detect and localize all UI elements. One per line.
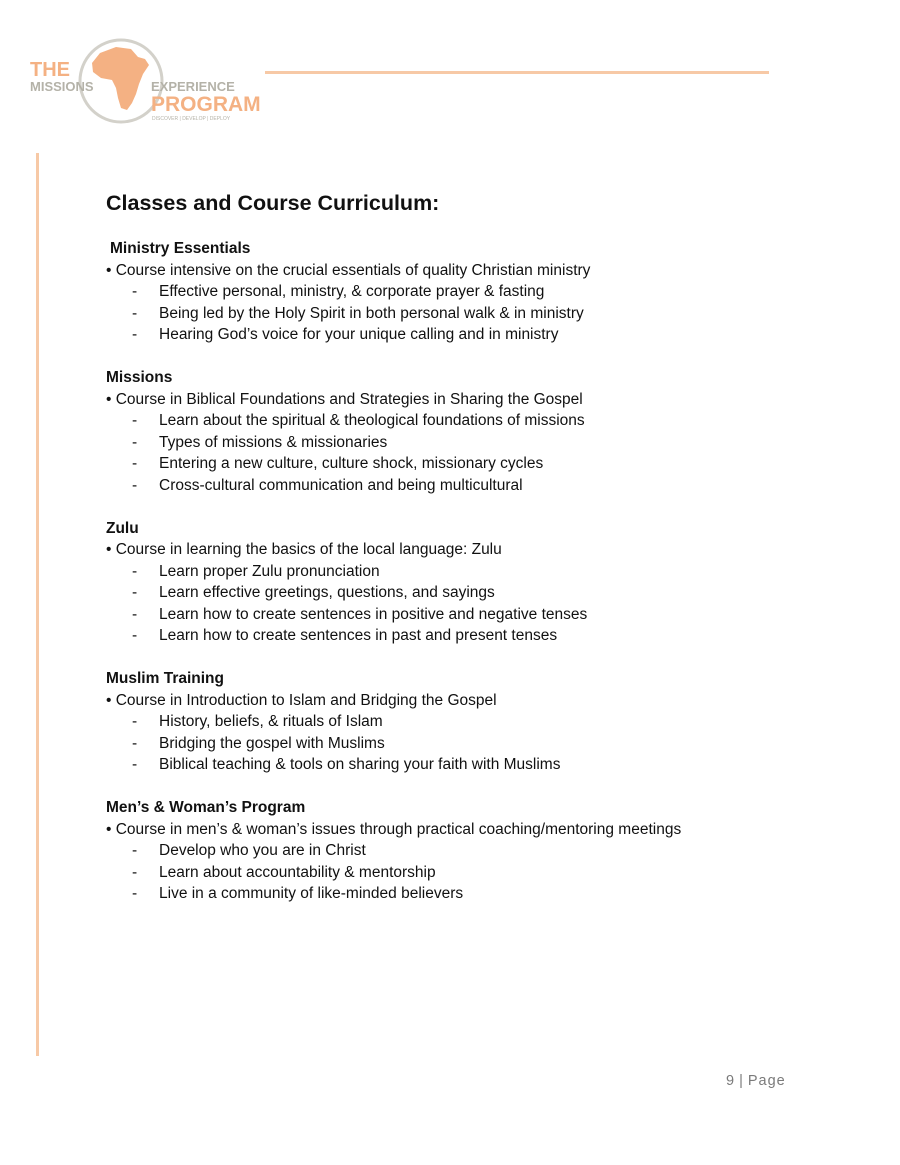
page-footer xyxy=(726,1073,786,1089)
logo-line-experience: EXPERIENCE xyxy=(151,79,235,94)
section-title: Ministry Essentials xyxy=(110,240,251,257)
topic-item: - Being led by the Holy Spirit in both personal walk & in ministry xyxy=(106,303,806,325)
header-rule xyxy=(265,71,769,74)
topic-item: - Learn about the spiritual & theological foundations of missions xyxy=(106,410,806,432)
topic-item: - Biblical teaching & tools on sharing your faith with Muslims xyxy=(106,754,806,776)
topic-list xyxy=(106,410,806,496)
section-ministry-essentials xyxy=(106,238,806,346)
logo-line-missions: MISSIONS xyxy=(30,79,94,94)
topic-item: - Types of missions & missionaries xyxy=(106,432,806,454)
section-mens-womans-program xyxy=(106,797,806,905)
page-title: Classes and Course Curriculum: xyxy=(106,191,440,215)
topic-list xyxy=(106,711,806,776)
program-logo xyxy=(30,36,261,128)
section-title: Zulu xyxy=(106,519,139,537)
topic-item: - Learn proper Zulu pronunciation xyxy=(106,561,806,583)
topic-item: - Effective personal, ministry, & corporate prayer & fasting xyxy=(106,281,806,303)
topic-item: - History, beliefs, & rituals of Islam xyxy=(106,711,806,733)
africa-map-icon xyxy=(92,47,149,110)
section-title: Missions xyxy=(106,369,173,386)
topic-item: - Cross-cultural communication and being multicultural xyxy=(106,475,806,497)
topic-list xyxy=(106,561,806,647)
section-missions xyxy=(106,367,806,496)
logo-line-program: PROGRAM xyxy=(151,93,261,116)
section-muslim-training xyxy=(106,668,806,776)
topic-item: - Hearing God’s voice for your unique calling and in ministry xyxy=(106,324,806,346)
logo-tagline: DISCOVER | DEVELOP | DEPLOY xyxy=(152,116,231,122)
topic-item: - Live in a community of like-minded believers xyxy=(106,883,806,905)
side-rule xyxy=(36,153,39,1056)
topic-item: - Learn how to create sentences in past and present tenses xyxy=(106,625,806,647)
footer-separator: | xyxy=(739,1073,744,1089)
logo-line-the: THE xyxy=(30,59,70,81)
topic-list xyxy=(106,840,806,905)
topic-item: - Bridging the gospel with Muslims xyxy=(106,733,806,755)
page-number: 9 xyxy=(726,1073,736,1089)
topic-item: - Develop who you are in Christ xyxy=(106,840,806,862)
section-description: • Course in learning the basics of the local language: Zulu xyxy=(106,541,502,558)
page-label: Page xyxy=(747,1073,786,1089)
curriculum-content xyxy=(106,190,806,926)
section-description: • Course in Biblical Foundations and Strategies in Sharing the Gospel xyxy=(106,390,583,408)
topic-item: - Learn about accountability & mentorship xyxy=(106,862,806,884)
section-description: • Course in Introduction to Islam and Bridging the Gospel xyxy=(106,691,497,709)
section-zulu xyxy=(106,518,806,647)
topic-item: - Entering a new culture, culture shock, missionary cycles xyxy=(106,453,806,475)
section-description: • Course intensive on the crucial essentials of quality Christian ministry xyxy=(106,261,591,279)
section-title: Muslim Training xyxy=(106,670,224,687)
section-description: • Course in men’s & woman’s issues through practical coaching/mentoring meetings xyxy=(106,820,682,838)
topic-list xyxy=(106,281,806,346)
topic-item: - Learn how to create sentences in positive and negative tenses xyxy=(106,604,806,626)
section-title: Men’s & Woman’s Program xyxy=(106,799,306,816)
topic-item: - Learn effective greetings, questions, and sayings xyxy=(106,582,806,604)
